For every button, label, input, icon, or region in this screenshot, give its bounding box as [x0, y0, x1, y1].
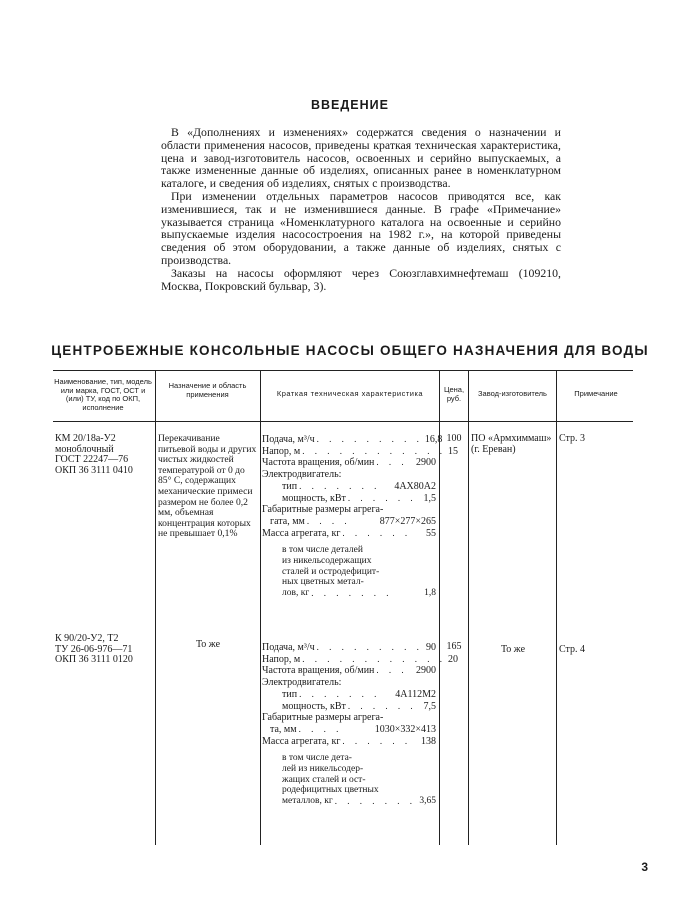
- intro-paragraph-1: В «Дополнениях и изменениях» содержатся сведения о назначении и области применения насосов, приведены краткая техническая характеристика, цена и завод-изготовитель насосов, освоенных и серийно выпускаемых, а также измененные данные об изделиях, описанных ранее в номенклатурном каталоге, и сведения об изделиях, снятых с производства.: [161, 125, 561, 191]
- spec-value: 2900: [416, 665, 436, 677]
- intro-paragraph-2: При изменении отдельных параметров насосов приводятся все, как изменившиеся, так и не изменившиеся данные. В графе «Примечание» указывается страница «Номенклатурного каталога на освоенные и серийно выпускаемые изделия насосостроения на 1982 г.», на которой приведены сведения об этом оборудовании, а также данные об изделиях, снятых с производства.: [161, 188, 561, 267]
- spec-label: Подача, м³/ч: [262, 434, 315, 445]
- spec-value: 138: [421, 735, 436, 747]
- spec-label: лей из никельсодер-: [282, 763, 364, 774]
- table-row-1-name: [55, 434, 153, 476]
- table-header-rule: [53, 421, 633, 422]
- row-2-okp: ОКП 36 3111 0120: [55, 654, 133, 665]
- spec-label: из никельсодержащих: [282, 555, 372, 566]
- spec-label: гата, мм: [270, 515, 305, 527]
- spec-label: Подача, м³/ч: [262, 642, 315, 653]
- header-purpose: Назначение и область применения: [168, 381, 247, 399]
- row-2-tu: ТУ 26-06-976—71: [55, 643, 133, 655]
- spec-value: 3,65: [419, 795, 436, 806]
- spec-label: мощность, кВт: [282, 700, 346, 712]
- intro-text: [161, 126, 561, 292]
- section-title: ЦЕНТРОБЕЖНЫЕ КОНСОЛЬНЫЕ НАСОСЫ ОБЩЕГО НАЗНАЧЕНИЯ ДЛЯ ВОДЫ: [51, 343, 649, 358]
- row-1-variant: моноблочный: [55, 443, 114, 455]
- spec-value: 7,5: [423, 700, 436, 712]
- header-name: Наименование, тип, модель или марка, ГОСТ, ОСТ и (или) ТУ, код по ОКП, исполнение: [54, 377, 152, 412]
- spec-label: металлов, кг: [282, 795, 333, 806]
- row-2-purpose: То же: [195, 639, 221, 650]
- page-number: 3: [641, 860, 648, 874]
- row-1-spec: Подача, м³/ч . . . . . . . . . 16,8 Напор, м . . . . . . . . . . . . 15 Частота вращения, об/мин . . . 2900 Электродвигатель: тип . . . . . . . 4АХ80А2 мощность, кВт . . . . . . 1,5 Габаритные размеры агрега- гата, мм . . . . 877×277×265 Масса агрегата, кг . . . . . . 55 в том числе деталей из никельсодержащих сталей и остродефицит- ных цветных метал- лов, кг . . . . . . . 1,8: [262, 434, 458, 598]
- spec-value: 4А112М2: [395, 688, 436, 700]
- spec-label: в том числе дета-: [282, 753, 352, 764]
- spec-label: Электродвигатель:: [262, 677, 342, 689]
- row-1-gost: ГОСТ 22247—76: [55, 454, 129, 465]
- table-top-rule: [53, 370, 633, 371]
- row-2-spec: Подача, м³/ч . . . . . . . . . 90 Напор, м . . . . . . . . . . . . 20 Частота вращения, об/мин . . . 2900 Электродвигатель: тип . . . . . . . 4А112М2 мощность, кВт . . . . . . 7,5 Габаритные размеры агрега- та, мм . . . . 1030×332×413 Масса агрегата, кг . . . . . . 138 в том числе дета- лей из никельсодер- жащих сталей и ост- родефицитных цветных металлов, кг . . . . . . . 3,65: [262, 642, 458, 806]
- spec-value: 55: [426, 527, 436, 539]
- spec-label: Частота вращения, об/мин: [262, 457, 375, 469]
- row-2-note: Стр. 4: [559, 644, 586, 655]
- spec-label: тип: [282, 480, 298, 492]
- spec-label: жащих сталей и ост-: [282, 774, 366, 785]
- spec-label: Масса агрегата, кг: [262, 527, 341, 539]
- spec-label: мощность, кВт: [282, 492, 346, 504]
- spec-value: 90: [426, 642, 436, 653]
- row-1-note: Стр. 3: [559, 433, 586, 444]
- row-1-price: 100: [446, 433, 462, 444]
- spec-label: родефицитных цветных: [282, 785, 379, 796]
- col-divider-2: [260, 370, 261, 845]
- spec-label: Габаритные размеры агрега-: [262, 504, 384, 516]
- spec-value: 2900: [416, 457, 436, 469]
- row-1-okp: ОКП 36 3111 0410: [55, 464, 133, 476]
- spec-value: 4АХ80А2: [394, 480, 436, 492]
- header-price: Цена, руб.: [443, 385, 465, 403]
- spec-label: Электродвигатель:: [262, 469, 342, 481]
- header-note: Примечание: [574, 389, 618, 398]
- spec-label: Напор, м: [262, 653, 301, 665]
- spec-label: Частота вращения, об/мин: [262, 665, 375, 677]
- header-maker: Завод-изготовитель: [478, 389, 547, 398]
- spec-value: 1030×332×413: [374, 723, 436, 735]
- spec-label: сталей и остродефицит-: [282, 566, 380, 577]
- spec-label: ных цветных метал-: [282, 577, 364, 588]
- intro-title: ВВЕДЕНИЕ: [311, 98, 389, 112]
- row-2-price: 165: [446, 641, 462, 652]
- col-divider-1: [155, 370, 156, 845]
- spec-value: 1,8: [424, 587, 436, 598]
- col-divider-5: [556, 370, 557, 845]
- intro-paragraph-3: Заказы на насосы оформляют через Союзглавхимнефтемаш (109210, Москва, Покровский бульвар, 3).: [161, 265, 561, 293]
- col-divider-4: [468, 370, 469, 845]
- spec-value: 877×277×265: [379, 515, 436, 527]
- spec-value: 20: [447, 653, 458, 665]
- spec-value: 15: [447, 445, 458, 457]
- spec-label: та, мм: [270, 723, 297, 735]
- spec-label: Масса агрегата, кг: [262, 735, 341, 747]
- row-1-model: КМ 20/18а-У2: [55, 433, 116, 444]
- row-1-purpose: Перекачивание питьевой воды и других чистых жидкостей температурой от 0 до 85° С, содержащих механические примеси размером не более 0,2 мм, объемная концентрация которых не превышает 0,1%: [158, 433, 257, 540]
- table-row-2-name: [55, 634, 153, 666]
- spec-label: тип: [282, 688, 298, 700]
- spec-label: лов, кг: [282, 587, 310, 598]
- spec-label: Напор, м: [262, 445, 301, 457]
- spec-value: 1,5: [423, 492, 436, 504]
- spec-value: 16,8: [424, 434, 443, 445]
- row-2-model: К 90/20-У2, Т2: [55, 633, 119, 644]
- spec-label: Габаритные размеры агрега-: [262, 712, 384, 724]
- header-spec: Краткая техническая характеристика: [276, 389, 424, 398]
- row-1-maker: ПО «Армхиммаш» (г. Ереван): [471, 433, 552, 455]
- row-2-maker: То же: [500, 644, 526, 655]
- spec-label: в том числе деталей: [282, 545, 363, 556]
